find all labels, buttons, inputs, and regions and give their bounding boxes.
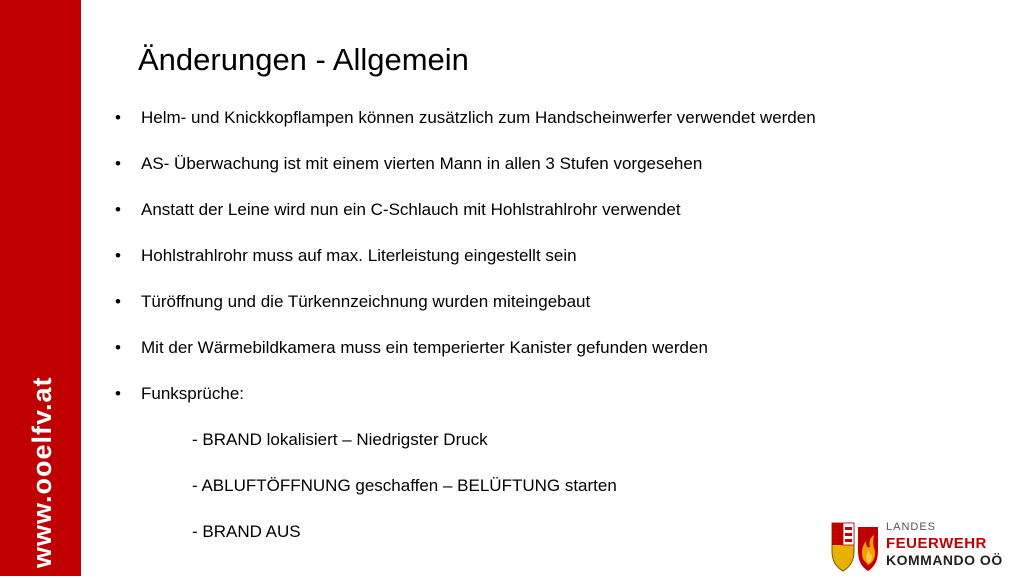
bullet-text: Helm- und Knickkopflampen können zusätzlich zum Handscheinwerfer verwendet werden [141,108,816,127]
radio-call-item: - BRAND AUS [192,522,301,541]
bullet-text: Funksprüche: [141,384,244,403]
bullet-dot: • [115,154,121,173]
bullet-dot: • [115,384,121,403]
website-url[interactable]: www.ooelfv.at [27,376,57,568]
bullet-text: Türöffnung und die Türkennzeichnung wurden miteingebaut [141,292,591,311]
bullet-dot: • [115,108,121,127]
feuerwehr-logo [830,521,1020,573]
bullet-dot: • [115,292,121,311]
logo-line-kommando: KOMMANDO OÖ [886,552,1003,568]
bullet-dot: • [115,246,121,265]
bullet-item [115,154,703,174]
bullet-item [115,200,681,220]
radio-call-item: - ABLUFTÖFFNUNG geschaffen – BELÜFTUNG starten [192,476,617,495]
bullet-item [115,384,244,404]
sidebar-bar [0,0,81,576]
radio-call-item: - BRAND lokalisiert – Niedrigster Druck [192,430,488,449]
bullet-dot: • [115,338,121,357]
bullet-item [115,292,591,312]
bullet-text: Mit der Wärmebildkamera muss ein temperierter Kanister gefunden werden [141,338,708,357]
slide-title: Änderungen - Allgemein [138,42,469,77]
bullet-item [115,338,708,358]
bullet-text: Anstatt der Leine wird nun ein C-Schlauch mit Hohlstrahlrohr verwendet [141,200,681,219]
logo-line-landes: LANDES [886,521,937,533]
bullet-item [115,108,816,128]
bullet-item [115,246,577,266]
bullet-text: AS- Überwachung ist mit einem vierten Mann in allen 3 Stufen vorgesehen [141,154,703,173]
coat-of-arms-icon [830,521,882,573]
logo-line-feuerwehr: FEUERWEHR [886,535,987,552]
bullet-text: Hohlstrahlrohr muss auf max. Literleistung eingestellt sein [141,246,577,265]
logo-text [886,521,1003,568]
bullet-dot: • [115,200,121,219]
